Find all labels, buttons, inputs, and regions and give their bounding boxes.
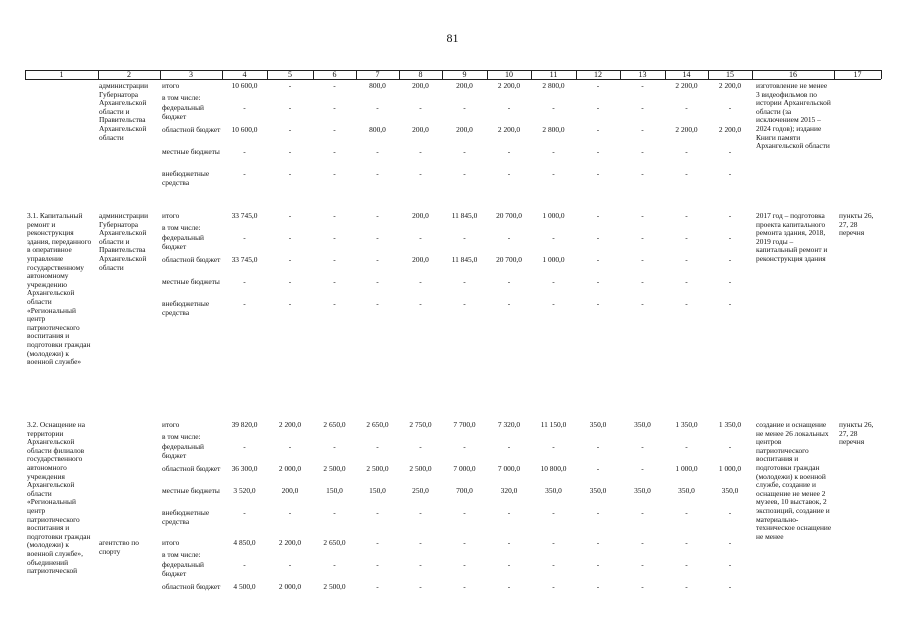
column-header-17: 17 bbox=[853, 70, 862, 79]
amount-cell: - bbox=[376, 560, 379, 569]
amount-cell: 10 800,0 bbox=[540, 464, 567, 473]
amount-cell: - bbox=[333, 169, 336, 178]
header-column-divider bbox=[399, 70, 400, 79]
amount-cell: - bbox=[333, 211, 336, 220]
header-column-divider bbox=[834, 70, 835, 79]
amount-cell: - bbox=[641, 508, 644, 517]
amount-cell: - bbox=[376, 277, 379, 286]
amount-cell: - bbox=[463, 538, 466, 547]
funding-source: федеральный бюджет bbox=[162, 103, 204, 121]
amount-cell: - bbox=[685, 211, 688, 220]
amount-cell: 7 000,0 bbox=[453, 464, 476, 473]
amount-cell: 350,0 bbox=[589, 420, 607, 429]
amount-cell: - bbox=[728, 508, 732, 517]
amount-cell: - bbox=[288, 508, 292, 517]
column-header-7: 7 bbox=[375, 70, 380, 79]
column-header-2: 2 bbox=[127, 70, 131, 79]
amount-cell: - bbox=[641, 538, 644, 547]
amount-cell: - bbox=[419, 277, 422, 286]
amount-cell: 350,0 bbox=[634, 486, 651, 495]
header-column-divider bbox=[665, 70, 666, 79]
amount-cell: - bbox=[419, 442, 422, 451]
amount-cell: - bbox=[507, 147, 511, 156]
funding-source: областной бюджет bbox=[162, 582, 221, 591]
amount-cell: 39 820,0 bbox=[231, 420, 258, 429]
amount-cell: - bbox=[728, 169, 732, 178]
amount-cell: 2 200,0 bbox=[718, 81, 742, 90]
amount-cell: - bbox=[463, 560, 466, 569]
amount-cell: - bbox=[552, 442, 555, 451]
amount-cell: - bbox=[243, 508, 246, 517]
amount-cell: - bbox=[463, 442, 466, 451]
amount-cell: - bbox=[641, 81, 644, 90]
amount-cell: 350,0 bbox=[545, 486, 562, 495]
amount-cell: - bbox=[376, 211, 379, 220]
amount-cell: 320,0 bbox=[500, 486, 518, 495]
amount-cell: - bbox=[376, 233, 379, 242]
amount-cell: 800,0 bbox=[369, 125, 386, 134]
amount-cell: - bbox=[685, 277, 688, 286]
amount-cell: 800,0 bbox=[369, 81, 386, 90]
amount-cell: - bbox=[728, 277, 732, 286]
amount-cell: - bbox=[507, 442, 511, 451]
amount-cell: 200,0 bbox=[412, 81, 429, 90]
amount-cell: - bbox=[552, 233, 555, 242]
amount-cell: 2 200,0 bbox=[278, 538, 302, 547]
amount-cell: 200,0 bbox=[281, 486, 299, 495]
amount-cell: - bbox=[552, 147, 555, 156]
amount-cell: - bbox=[641, 582, 644, 591]
amount-cell: 33 745,0 bbox=[231, 255, 258, 264]
amount-cell: - bbox=[288, 560, 292, 569]
amount-cell: - bbox=[463, 277, 466, 286]
amount-cell: - bbox=[685, 169, 688, 178]
amount-cell: 3 520,0 bbox=[233, 486, 256, 495]
column-header-15: 15 bbox=[726, 70, 734, 79]
amount-cell: - bbox=[419, 299, 422, 308]
amount-cell: 11 845,0 bbox=[451, 211, 478, 220]
amount-cell: - bbox=[288, 442, 292, 451]
column-header-4: 4 bbox=[242, 70, 247, 79]
amount-cell: - bbox=[243, 299, 246, 308]
amount-cell: - bbox=[685, 233, 688, 242]
amount-cell: - bbox=[333, 277, 336, 286]
column-header-9: 9 bbox=[462, 70, 467, 79]
header-column-divider bbox=[531, 70, 532, 79]
amount-cell: - bbox=[728, 538, 732, 547]
expected-result: изготовление не менее 3 видеофильмов по истории Архангельской области (за исключением 2015 – 2024 годов); издание Книги памяти Архангельской области bbox=[756, 81, 831, 151]
amount-cell: - bbox=[641, 299, 644, 308]
amount-cell: 4 850,0 bbox=[233, 538, 256, 547]
amount-cell: - bbox=[333, 233, 336, 242]
header-column-divider bbox=[356, 70, 357, 79]
amount-cell: - bbox=[552, 169, 555, 178]
amount-cell: - bbox=[507, 582, 511, 591]
amount-cell: 33 745,0 bbox=[231, 211, 258, 220]
amount-cell: - bbox=[596, 103, 600, 112]
amount-cell: - bbox=[685, 255, 688, 264]
amount-cell: 200,0 bbox=[412, 255, 429, 264]
amount-cell: 10 600,0 bbox=[231, 125, 258, 134]
amount-cell: - bbox=[376, 508, 379, 517]
sub-executor-name: агентство по спорту bbox=[99, 538, 139, 556]
header-column-divider bbox=[160, 70, 161, 79]
column-header-16: 16 bbox=[789, 70, 797, 79]
amount-cell: 150,0 bbox=[369, 486, 386, 495]
funding-source: в том числе: bbox=[162, 93, 201, 102]
amount-cell: 200,0 bbox=[412, 125, 429, 134]
amount-cell: 250,0 bbox=[412, 486, 429, 495]
amount-cell: - bbox=[288, 211, 292, 220]
header-column-divider bbox=[487, 70, 488, 79]
amount-cell: - bbox=[685, 442, 688, 451]
amount-cell: - bbox=[728, 582, 732, 591]
amount-cell: - bbox=[641, 464, 644, 473]
column-header-3: 3 bbox=[189, 70, 193, 79]
funding-source: федеральный бюджет bbox=[162, 442, 204, 460]
header-column-divider bbox=[25, 70, 26, 79]
amount-cell: - bbox=[333, 125, 336, 134]
amount-cell: - bbox=[641, 211, 644, 220]
amount-cell: 1 000,0 bbox=[675, 464, 698, 473]
column-header-12: 12 bbox=[594, 70, 602, 79]
column-header-11: 11 bbox=[549, 70, 558, 79]
amount-cell: - bbox=[507, 277, 511, 286]
amount-cell: 700,0 bbox=[456, 486, 473, 495]
amount-cell: - bbox=[463, 299, 466, 308]
amount-cell: - bbox=[596, 582, 600, 591]
amount-cell: 2 500,0 bbox=[323, 582, 346, 591]
amount-cell: - bbox=[641, 560, 644, 569]
amount-cell: - bbox=[596, 538, 600, 547]
amount-cell: - bbox=[288, 255, 292, 264]
amount-cell: 11 150,0 bbox=[540, 420, 567, 429]
amount-cell: - bbox=[507, 169, 511, 178]
amount-cell: 2 500,0 bbox=[323, 464, 346, 473]
funding-source: в том числе: bbox=[162, 432, 201, 441]
amount-cell: - bbox=[596, 125, 600, 134]
amount-cell: - bbox=[288, 233, 292, 242]
amount-cell: 350,0 bbox=[589, 486, 607, 495]
amount-cell: - bbox=[333, 508, 336, 517]
amount-cell: - bbox=[333, 560, 336, 569]
header-column-divider bbox=[620, 70, 621, 79]
amount-cell: - bbox=[463, 169, 466, 178]
header-column-divider bbox=[98, 70, 99, 79]
amount-cell: - bbox=[376, 255, 379, 264]
amount-cell: 2 000,0 bbox=[278, 582, 302, 591]
amount-cell: - bbox=[728, 560, 732, 569]
amount-cell: 2 800,0 bbox=[542, 125, 565, 134]
amount-cell: - bbox=[333, 81, 336, 90]
amount-cell: - bbox=[333, 103, 336, 112]
amount-cell: - bbox=[243, 277, 246, 286]
amount-cell: - bbox=[552, 560, 555, 569]
amount-cell: 350,0 bbox=[634, 420, 651, 429]
amount-cell: - bbox=[463, 103, 466, 112]
amount-cell: - bbox=[463, 147, 466, 156]
amount-cell: - bbox=[728, 211, 732, 220]
executor-name: администрации Губернатора Архангельской области и Правительства Архангельской области bbox=[99, 81, 149, 142]
funding-source: внебюджетные средства bbox=[162, 299, 210, 317]
column-header-1: 1 bbox=[59, 70, 64, 79]
amount-cell: - bbox=[552, 508, 555, 517]
amount-cell: - bbox=[507, 233, 511, 242]
amount-cell: - bbox=[333, 442, 336, 451]
amount-cell: - bbox=[507, 103, 511, 112]
funding-source: итого bbox=[162, 211, 180, 220]
amount-cell: 36 300,0 bbox=[231, 464, 258, 473]
amount-cell: - bbox=[243, 147, 246, 156]
amount-cell: - bbox=[596, 442, 600, 451]
amount-cell: - bbox=[333, 255, 336, 264]
amount-cell: 10 600,0 bbox=[231, 81, 258, 90]
column-header-10: 10 bbox=[505, 70, 513, 79]
amount-cell: - bbox=[419, 538, 422, 547]
header-bottom-rule bbox=[25, 79, 881, 80]
amount-cell: - bbox=[552, 582, 555, 591]
amount-cell: 2 650,0 bbox=[366, 420, 389, 429]
amount-cell: 2 800,0 bbox=[542, 81, 565, 90]
amount-cell: 2 200,0 bbox=[497, 81, 521, 90]
amount-cell: 1 350,0 bbox=[718, 420, 742, 429]
amount-cell: - bbox=[641, 103, 644, 112]
measure-name: 3.1. Капитальный ремонт и реконструкция здания, переданного в оперативное управление государственному автономному учреждению Архангельской области «Региональный центр патриотического воспитания и подготовки граждан (молодежи) к военной службе» bbox=[27, 211, 92, 367]
amount-cell: 1 000,0 bbox=[718, 464, 742, 473]
amount-cell: - bbox=[243, 560, 246, 569]
column-header-5: 5 bbox=[288, 70, 292, 79]
amount-cell: - bbox=[641, 125, 644, 134]
amount-cell: - bbox=[243, 442, 246, 451]
funding-source: областной бюджет bbox=[162, 125, 221, 134]
amount-cell: - bbox=[596, 508, 600, 517]
plan-reference: пункты 26, 27, 28 перечня bbox=[839, 211, 874, 238]
amount-cell: - bbox=[596, 169, 600, 178]
amount-cell: 2 200,0 bbox=[278, 420, 302, 429]
amount-cell: 350,0 bbox=[678, 486, 695, 495]
amount-cell: - bbox=[728, 147, 732, 156]
amount-cell: - bbox=[685, 508, 688, 517]
executor-name: администрации Губернатора Архангельской области и Правительства Архангельской области bbox=[99, 211, 149, 272]
amount-cell: - bbox=[419, 147, 422, 156]
amount-cell: 150,0 bbox=[326, 486, 343, 495]
funding-source: итого bbox=[162, 81, 180, 90]
expected-result: создание и оснащение не менее 26 локальных центров патриотического воспитания и подготовки граждан (молодежи) к военной службе, создание и оснащение не менее 2 музеев, 10 выставок, 2 экспозиций, создание и материально-техническое оснащение не менее bbox=[756, 420, 832, 541]
column-header-13: 13 bbox=[638, 70, 647, 79]
amount-cell: - bbox=[728, 442, 732, 451]
amount-cell: 4 500,0 bbox=[233, 582, 256, 591]
header-column-divider bbox=[267, 70, 268, 79]
funding-source: итого bbox=[162, 538, 180, 547]
amount-cell: - bbox=[685, 582, 688, 591]
amount-cell: - bbox=[288, 147, 292, 156]
amount-cell: 2 750,0 bbox=[409, 420, 432, 429]
amount-cell: 2 650,0 bbox=[323, 420, 346, 429]
funding-source: федеральный бюджет bbox=[162, 560, 204, 578]
amount-cell: 1 350,0 bbox=[675, 420, 698, 429]
amount-cell: 2 500,0 bbox=[409, 464, 432, 473]
amount-cell: - bbox=[333, 299, 336, 308]
amount-cell: - bbox=[419, 508, 422, 517]
page-number: 81 bbox=[446, 31, 459, 45]
amount-cell: - bbox=[376, 442, 379, 451]
amount-cell: - bbox=[641, 147, 644, 156]
amount-cell: - bbox=[507, 560, 511, 569]
funding-source: в том числе: bbox=[162, 223, 201, 232]
amount-cell: - bbox=[463, 582, 466, 591]
amount-cell: - bbox=[596, 147, 600, 156]
amount-cell: - bbox=[596, 255, 600, 264]
amount-cell: - bbox=[641, 169, 644, 178]
amount-cell: - bbox=[376, 299, 379, 308]
column-header-6: 6 bbox=[332, 70, 337, 79]
amount-cell: - bbox=[685, 538, 688, 547]
amount-cell: - bbox=[419, 169, 422, 178]
amount-cell: - bbox=[728, 103, 732, 112]
amount-cell: - bbox=[376, 169, 379, 178]
amount-cell: - bbox=[641, 442, 644, 451]
amount-cell: - bbox=[685, 147, 688, 156]
amount-cell: - bbox=[288, 277, 292, 286]
amount-cell: - bbox=[596, 277, 600, 286]
header-column-divider bbox=[313, 70, 314, 79]
amount-cell: 7 700,0 bbox=[453, 420, 476, 429]
amount-cell: - bbox=[376, 147, 379, 156]
amount-cell: - bbox=[685, 299, 688, 308]
measure-name: 3.2. Оснащение на территории Архангельской области филиалов государственного автономного учреждения Архангельской области «Региональный центр патриотического воспитания и подготовки граждан (молодежи) к военной службе», объединений патриотической bbox=[27, 420, 91, 576]
amount-cell: - bbox=[552, 299, 555, 308]
amount-cell: - bbox=[596, 211, 600, 220]
amount-cell: - bbox=[243, 233, 246, 242]
amount-cell: - bbox=[288, 125, 292, 134]
amount-cell: 2 000,0 bbox=[278, 464, 302, 473]
amount-cell: - bbox=[552, 277, 555, 286]
amount-cell: 2 200,0 bbox=[675, 81, 698, 90]
funding-source: местные бюджеты bbox=[162, 486, 220, 495]
header-column-divider bbox=[708, 70, 709, 79]
amount-cell: 350,0 bbox=[721, 486, 739, 495]
column-header-8: 8 bbox=[418, 70, 423, 79]
amount-cell: 200,0 bbox=[412, 211, 429, 220]
amount-cell: - bbox=[596, 233, 600, 242]
amount-cell: - bbox=[641, 233, 644, 242]
plan-reference: пункты 26, 27, 28 перечня bbox=[839, 420, 874, 447]
amount-cell: - bbox=[243, 169, 246, 178]
amount-cell: 2 200,0 bbox=[497, 125, 521, 134]
header-column-divider bbox=[222, 70, 223, 79]
amount-cell: - bbox=[376, 582, 379, 591]
amount-cell: 7 000,0 bbox=[497, 464, 521, 473]
amount-cell: 200,0 bbox=[456, 81, 473, 90]
amount-cell: 20 700,0 bbox=[496, 211, 522, 220]
amount-cell: - bbox=[728, 255, 732, 264]
header-column-divider bbox=[752, 70, 753, 79]
expected-result: 2017 год – подготовка проекта капитального ремонта здания, 2018, 2019 годы – капитальный ремонт и реконструкция здания bbox=[756, 211, 828, 263]
funding-source: областной бюджет bbox=[162, 464, 221, 473]
amount-cell: - bbox=[641, 277, 644, 286]
amount-cell: - bbox=[419, 560, 422, 569]
amount-cell: - bbox=[685, 103, 688, 112]
amount-cell: - bbox=[728, 233, 732, 242]
amount-cell: - bbox=[507, 538, 511, 547]
amount-cell: - bbox=[288, 81, 292, 90]
amount-cell: - bbox=[419, 582, 422, 591]
amount-cell: - bbox=[376, 103, 379, 112]
header-column-divider bbox=[881, 70, 882, 79]
amount-cell: 7 320,0 bbox=[497, 420, 521, 429]
amount-cell: - bbox=[288, 103, 292, 112]
amount-cell: 2 650,0 bbox=[323, 538, 346, 547]
amount-cell: 2 200,0 bbox=[675, 125, 698, 134]
amount-cell: - bbox=[507, 508, 511, 517]
amount-cell: - bbox=[288, 299, 292, 308]
funding-source: федеральный бюджет bbox=[162, 233, 204, 251]
amount-cell: - bbox=[333, 147, 336, 156]
funding-source: внебюджетные средства bbox=[162, 508, 210, 526]
header-column-divider bbox=[442, 70, 443, 79]
amount-cell: - bbox=[376, 538, 379, 547]
funding-source: в том числе: bbox=[162, 550, 201, 559]
amount-cell: 2 500,0 bbox=[366, 464, 389, 473]
amount-cell: 20 700,0 bbox=[496, 255, 522, 264]
column-header-14: 14 bbox=[682, 70, 691, 79]
amount-cell: - bbox=[463, 508, 466, 517]
funding-source: местные бюджеты bbox=[162, 147, 220, 156]
amount-cell: - bbox=[596, 299, 600, 308]
funding-source: областной бюджет bbox=[162, 255, 221, 264]
amount-cell: - bbox=[596, 464, 600, 473]
amount-cell: 200,0 bbox=[456, 125, 473, 134]
header-column-divider bbox=[576, 70, 577, 79]
amount-cell: - bbox=[243, 103, 246, 112]
amount-cell: 1 000,0 bbox=[542, 211, 565, 220]
amount-cell: - bbox=[728, 299, 732, 308]
amount-cell: 11 845,0 bbox=[451, 255, 478, 264]
amount-cell: - bbox=[463, 233, 466, 242]
amount-cell: - bbox=[552, 538, 555, 547]
funding-source: местные бюджеты bbox=[162, 277, 220, 286]
amount-cell: - bbox=[685, 560, 688, 569]
funding-source: внебюджетные средства bbox=[162, 169, 210, 187]
amount-cell: - bbox=[596, 560, 600, 569]
amount-cell: 1 000,0 bbox=[542, 255, 565, 264]
amount-cell: - bbox=[507, 299, 511, 308]
amount-cell: - bbox=[419, 103, 422, 112]
amount-cell: 2 200,0 bbox=[718, 125, 742, 134]
amount-cell: - bbox=[596, 81, 600, 90]
funding-source: итого bbox=[162, 420, 180, 429]
amount-cell: - bbox=[641, 255, 644, 264]
amount-cell: - bbox=[288, 169, 292, 178]
amount-cell: - bbox=[419, 233, 422, 242]
amount-cell: - bbox=[552, 103, 555, 112]
